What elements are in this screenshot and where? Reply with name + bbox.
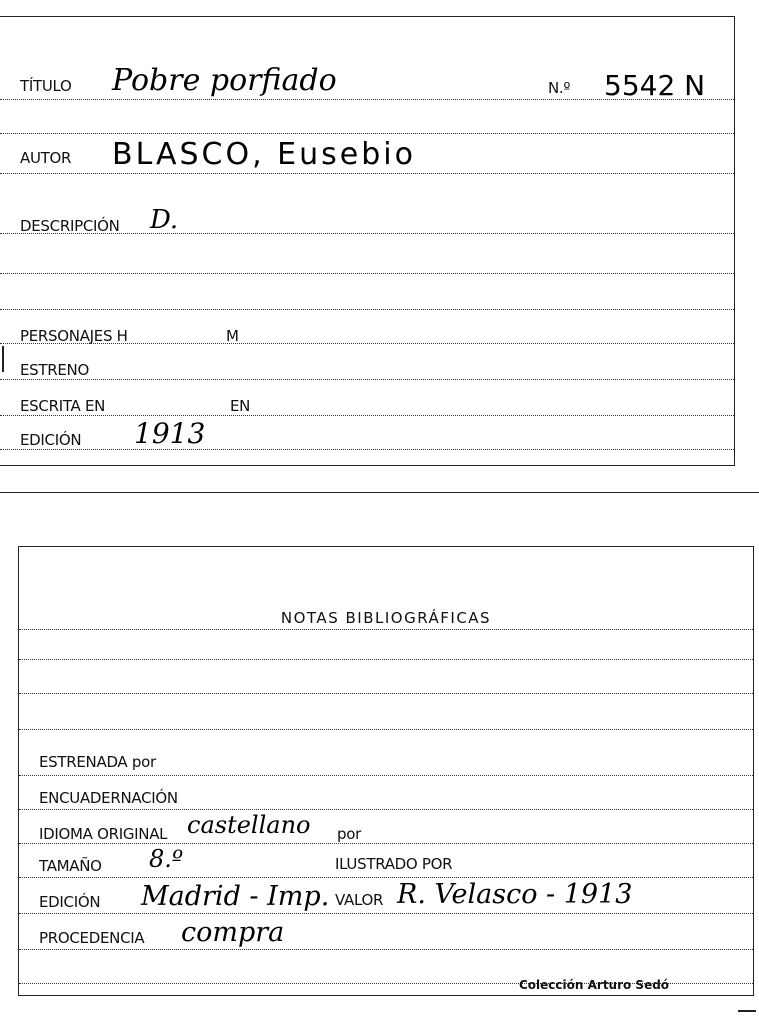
descripcion-label: DESCRIPCIÓN — [20, 217, 120, 235]
dotted-line — [19, 843, 753, 844]
margin-mark — [2, 346, 4, 372]
ilustrado-label: ILUSTRADO POR — [335, 855, 453, 873]
escrita-en2-label: EN — [230, 397, 251, 415]
numero-label: N.º — [548, 79, 571, 97]
dotted-line — [0, 273, 734, 274]
procedencia-label: PROCEDENCIA — [39, 929, 145, 947]
titulo-value: Pobre porfiado — [112, 63, 337, 98]
corner-mark — [738, 1010, 756, 1012]
procedencia-value: compra — [181, 917, 285, 948]
catalog-card-back — [18, 546, 754, 996]
catalog-card-front — [0, 16, 735, 466]
valor-label: VALOR — [335, 891, 384, 909]
notas-heading: NOTAS BIBLIOGRÁFICAS — [280, 609, 492, 627]
edicion-value: 1913 — [134, 417, 206, 450]
edicion-value: Madrid - Imp. — [141, 881, 330, 912]
autor-label: AUTOR — [20, 149, 72, 167]
edicion-label: EDICIÓN — [39, 893, 101, 911]
estrenada-label: ESTRENADA por — [39, 753, 156, 771]
dotted-line — [19, 949, 753, 950]
personajes-label: PERSONAJES H — [20, 327, 128, 345]
encuadernacion-label: ENCUADERNACIÓN — [39, 789, 178, 807]
idioma-por-label: por — [337, 825, 361, 843]
collection-stamp: Colección Arturo Sedó — [519, 978, 670, 992]
dotted-line — [0, 173, 734, 174]
dotted-line — [19, 629, 753, 630]
dotted-line — [19, 729, 753, 730]
dotted-line — [0, 415, 734, 416]
dotted-line — [0, 309, 734, 310]
card-separator — [0, 492, 759, 493]
dotted-line — [0, 449, 734, 450]
dotted-line — [19, 659, 753, 660]
idioma-value: castellano — [187, 811, 311, 839]
dotted-line — [19, 913, 753, 914]
escrita-en-label: ESCRITA EN — [20, 397, 106, 415]
tamano-label: TAMAÑO — [39, 857, 102, 875]
dotted-line — [0, 379, 734, 380]
dotted-line — [19, 775, 753, 776]
autor-value: BLASCO, Eusebio — [112, 137, 416, 172]
estreno-label: ESTRENO — [20, 361, 89, 379]
dotted-line — [19, 693, 753, 694]
edicion-label: EDICIÓN — [20, 431, 82, 449]
dotted-line — [19, 809, 753, 810]
descripcion-value: D. — [150, 205, 179, 235]
personajes-m-label: M — [226, 327, 239, 345]
tamano-value: 8.º — [149, 845, 184, 873]
valor-value: R. Velasco - 1913 — [397, 879, 633, 910]
numero-value: 5542 N — [604, 69, 706, 102]
dotted-line — [0, 133, 734, 134]
idioma-label: IDIOMA ORIGINAL — [39, 825, 168, 843]
titulo-label: TÍTULO — [20, 77, 72, 95]
dotted-line — [19, 877, 753, 878]
